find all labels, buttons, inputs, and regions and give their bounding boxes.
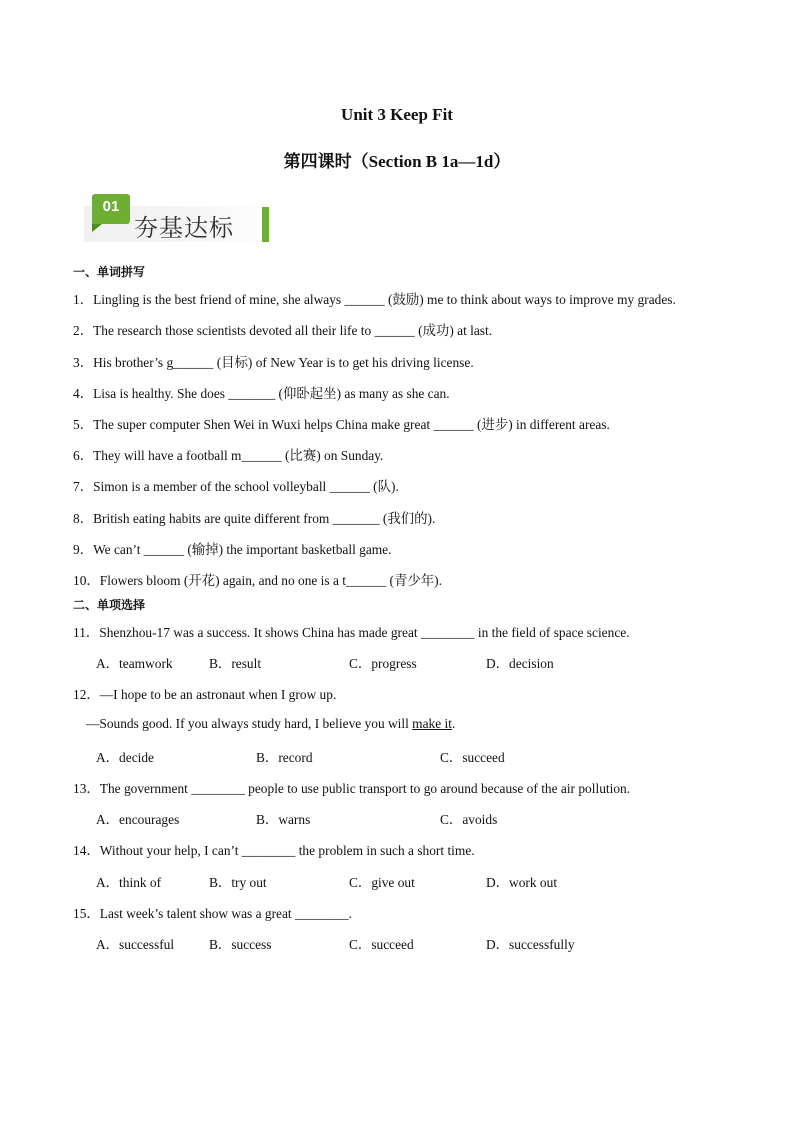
option-c: C．progress [349,656,417,671]
page-title: Unit 3 Keep Fit [341,105,453,124]
badge-number: 01 [92,194,130,224]
question-4: 4．Lisa is healthy. She does _______ (仰卧起坐) as many as she can. [73,386,450,401]
option-a: A．encourages [96,812,180,827]
option-a: A．teamwork [96,656,173,671]
question-12: 12．—I hope to be an astronaut when I grow up. [73,687,337,702]
question-10: 10．Flowers bloom (开花) again, and no one is a t______ (青少年). [73,573,442,588]
reply-period: . [451,716,456,731]
badge-text: 夯基达标 [134,214,234,242]
option-c: C．give out [349,875,415,890]
question-15: 15．Last week’s talent show was a great ________. [73,906,352,921]
option-b: B．record [256,750,313,765]
section-badge [84,192,272,244]
option-d: D．decision [486,656,554,671]
question-8: 8．British eating habits are quite different from _______ (我们的). [73,511,436,526]
question-9: 9．We can’t ______ (输掉) the important basketball game. [73,542,392,557]
question-3: 3．His brother’s g______ (目标) of New Year is to get his driving license. [73,355,474,370]
question-11: 11．Shenzhou-17 was a success. It shows China has made great ________ in the field of space science. [73,625,630,640]
option-c: C．succeed [440,750,505,765]
underlined-phrase: make it [412,716,452,731]
option-d: D．work out [486,875,558,890]
section-heading-choice: 二、单项选择 [73,598,146,612]
option-a: A．successful [96,937,175,952]
option-b: B．success [209,937,272,952]
option-b: B．warns [256,812,311,827]
question-1: 1．Lingling is the best friend of mine, she always ______ (鼓励) me to think about ways to improve my grades. [73,292,676,307]
option-c: C．succeed [349,937,414,952]
question-14: 14．Without your help, I can’t ________ the problem in such a short time. [73,843,475,858]
badge-bar [262,207,269,242]
option-b: B．try out [209,875,267,890]
page-subtitle: 第四课时（Section B 1a—1d） [283,152,511,171]
question-13: 13．The government ________ people to use public transport to go around because of the air pollution. [73,781,631,796]
option-b: B．result [209,656,262,671]
option-c: C．avoids [440,812,498,827]
question-5: 5．The super computer Shen Wei in Wuxi helps China make great ______ (进步) in different areas. [73,417,610,432]
option-d: D．successfully [486,937,575,952]
section-heading-spelling: 一、单词拼写 [73,265,146,279]
question-7: 7．Simon is a member of the school volleyball ______ (队). [73,479,399,494]
option-a: A．think of [96,875,162,890]
question-12-reply [86,716,455,732]
reply-text: —Sounds good. If you always study hard, I believe you will [86,716,413,731]
question-6: 6．They will have a football m______ (比赛) on Sunday. [73,448,384,463]
option-a: A．decide [96,750,155,765]
question-2: 2．The research those scientists devoted all their life to ______ (成功) at last. [73,323,493,338]
